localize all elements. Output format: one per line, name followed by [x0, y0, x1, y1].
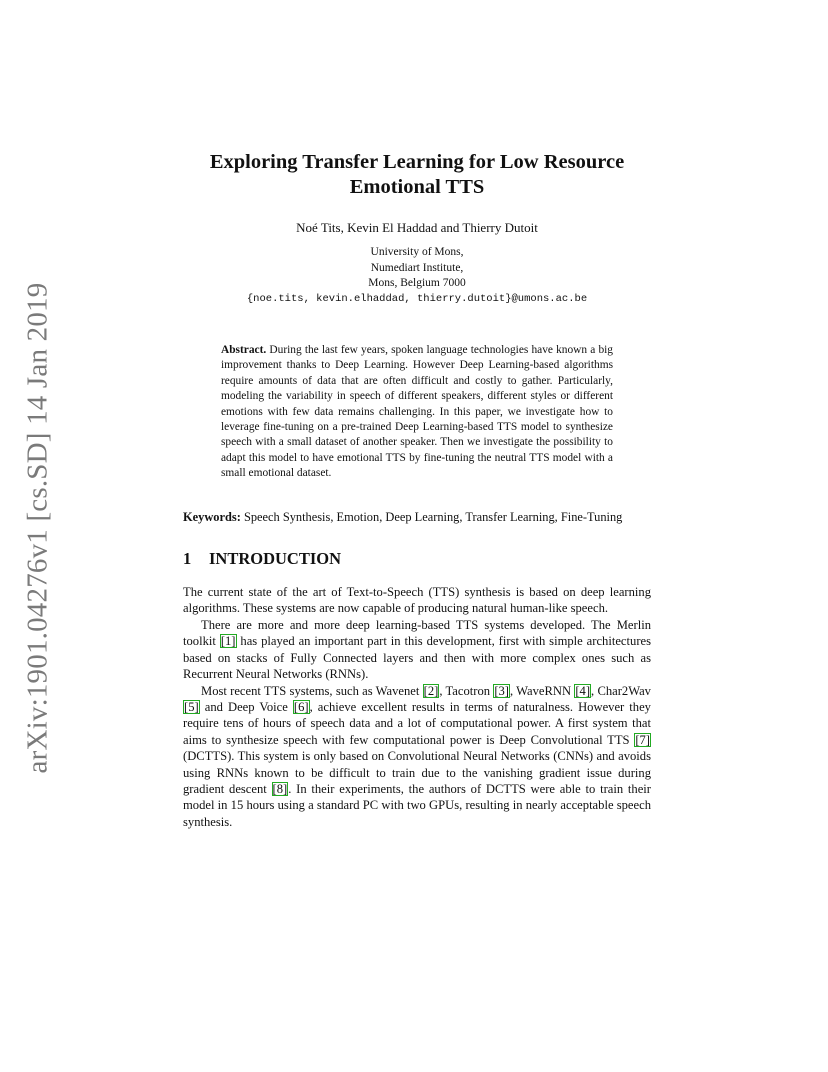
- text-segment: , Char2Wav: [591, 683, 651, 698]
- paper-title: [183, 150, 651, 200]
- paragraph-2: [183, 617, 651, 683]
- citation-link[interactable]: [8]: [272, 781, 288, 796]
- text-segment: . In their experiments, the authors of DCTTS were able to train their model in 15 hours using a standard PC with two GPUs, resulting in nearly acceptable speech synthesis.: [183, 781, 651, 829]
- text-segment: , achieve excellent results in terms of naturalness. However they require tens of hours of speech data and a lot of computational power. A first system that aims to synthesize speech with few computational power is Deep Convolutional TTS: [183, 699, 651, 747]
- citation-link[interactable]: [2]: [423, 683, 439, 698]
- text-segment: , Tacotron: [439, 683, 494, 698]
- author-emails: {noe.tits, kevin.elhaddad, thierry.dutoit}@umons.ac.be: [246, 292, 588, 305]
- affiliation-university: University of Mons,: [370, 246, 464, 258]
- affiliation-block: [183, 245, 651, 307]
- text-segment: and Deep Voice: [199, 699, 293, 714]
- citation-link[interactable]: [7]: [635, 732, 650, 747]
- affiliation-institute: Numediart Institute,: [370, 261, 464, 274]
- paragraph-3: [183, 683, 651, 831]
- section-number: 1: [183, 549, 192, 569]
- text-segment: has played an important part in this development, first with simple architectures based on stacks of Fully Connected layers and then with more complex ones such as Recurrent Neural Networks (RNNs).: [183, 634, 652, 682]
- keywords-label: Keywords:: [183, 509, 241, 524]
- section-heading-introduction: [183, 549, 651, 569]
- paper-page: [183, 150, 651, 830]
- title-line-2: Emotional TTS: [349, 176, 485, 198]
- affiliation-location: Mons, Belgium 7000: [368, 277, 466, 289]
- citation-link[interactable]: [4]: [575, 683, 591, 698]
- text-segment: Most recent TTS systems, such as Wavenet: [201, 683, 423, 698]
- keywords-text: Speech Synthesis, Emotion, Deep Learning, Transfer Learning, Fine-Tuning: [243, 509, 623, 524]
- section-title: INTRODUCTION: [209, 549, 342, 569]
- abstract-text: During the last few years, spoken language technologies have known a big improvement thanks to Deep Learning. However Deep Learning-based algorithms require amounts of data that are often difficult and costly to gather. Particularly, modeling the variability in speech of different speakers, different styles or different emotions with few data remains challenging. In this paper, we investigate how to leverage fine-tuning on a pre-trained Deep Learning-based TTS model to synthesize speech with a small dataset of another speaker. Then we investigate the possibility to adapt this model to have emotional TTS by fine-tuning the neutral TTS model with a small emotional dataset.: [221, 344, 613, 480]
- abstract-label: Abstract.: [221, 344, 267, 356]
- author-list: Noé Tits, Kevin El Haddad and Thierry Dutoit: [296, 220, 538, 235]
- introduction-body: [183, 584, 651, 830]
- citation-link[interactable]: [1]: [220, 634, 236, 649]
- citation-link[interactable]: [3]: [494, 683, 509, 698]
- citation-link[interactable]: [6]: [293, 699, 309, 714]
- title-line-1: Exploring Transfer Learning for Low Resource: [209, 151, 625, 173]
- abstract: [221, 343, 613, 482]
- citation-link[interactable]: [5]: [184, 699, 199, 714]
- text-segment: , WaveRNN: [510, 683, 575, 698]
- paragraph-1: The current state of the art of Text-to-Speech (TTS) synthesis is based on deep learning algorithms. These systems are now capable of producing natural human-like speech.: [183, 585, 651, 616]
- text-segment: (DCTTS). This system is only based on Convolutional Neural Networks (CNNs) and avoids using RNNs known to be difficult to train due to the vanishing gradient issue during gradient descent: [183, 749, 651, 796]
- keywords: [183, 509, 651, 525]
- text-segment: There are more and more deep learning-based TTS systems developed. The Merlin toolkit: [183, 617, 651, 649]
- arxiv-identifier-stamp: arXiv:1901.04276v1 [cs.SD] 14 Jan 2019: [21, 282, 54, 774]
